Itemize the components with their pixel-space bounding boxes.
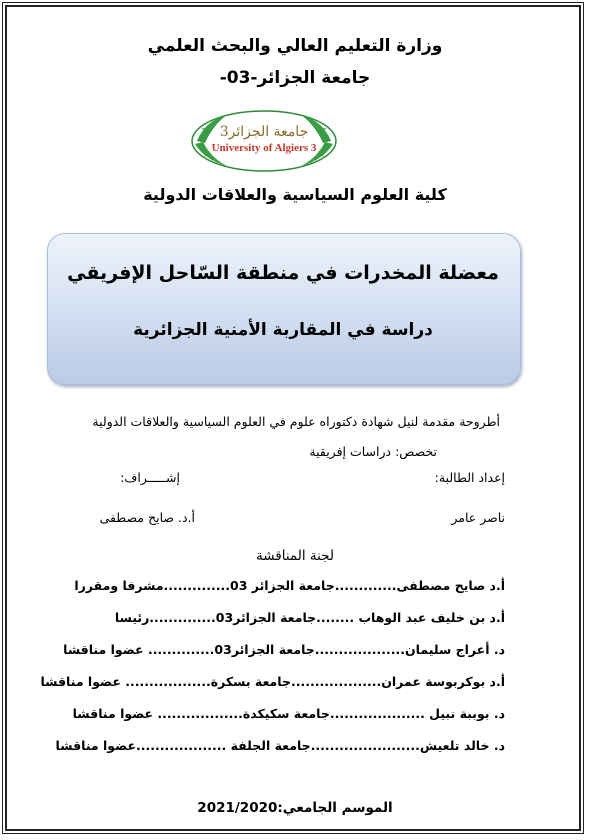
- title-box: [47, 233, 521, 385]
- specialty: تخصص: دراسات إفريقية: [309, 444, 437, 459]
- committee-member: أ.د بوكربوسة عمران...................جامعة بسكرة.................. عضوا مناقشا: [40, 674, 505, 689]
- committee-member: د. أعراج سليمان...................جامعة الجزائر03.............. عضوا مناقشا: [63, 642, 505, 657]
- student-name: ناصر عامر: [451, 510, 505, 525]
- committee-member: أ.د صايح مصطفى.............جامعة الجزائر 03..............مشرفا ومقررا: [74, 578, 505, 593]
- academic-year: الموسم الجامعي:2021/2020: [197, 800, 393, 816]
- thesis-subtitle: دراسة في المقاربة الأمنية الجزائرية: [133, 320, 433, 340]
- committee-member: د. بوببة نبيل ....................جامعة سكيكدة.................. عضوا مناقشا: [72, 706, 505, 721]
- logo-arabic-text: جامعة الجزائر3: [219, 124, 309, 140]
- logo-english-text: University of Algiers 3: [211, 142, 317, 154]
- supervisor-name: أ.د. صايح مصطفى: [99, 510, 195, 525]
- thesis-description: أطروحة مقدمة لنيل شهادة دكتوراه علوم في العلوم السياسية والعلاقات الدولية: [92, 414, 500, 429]
- university-logo: [189, 106, 339, 176]
- faculty-name: كلية العلوم السياسية والعلاقات الدولية: [143, 185, 447, 204]
- thesis-title: معضلة المخدرات في منطقة السّاحل الإفريقي: [67, 262, 499, 284]
- ministry-name: وزارة التعليم العالي والبحث العلمي: [147, 36, 443, 56]
- committee-member: أ.د بن خليف عبد الوهاب ........جامعة الجزائر03..............رئيسا: [114, 610, 505, 625]
- committee-title: لجنة المناقشة: [255, 548, 335, 564]
- prepared-by-label: إعداد الطالبة:: [434, 470, 505, 485]
- supervision-label: إشـــــراف:: [120, 470, 180, 485]
- university-name: جامعة الجزائر-03-: [219, 68, 371, 88]
- committee-member: د. خالد تلعيش.......................جامعة الجلفة ...................عضوا مناقشا: [55, 738, 505, 753]
